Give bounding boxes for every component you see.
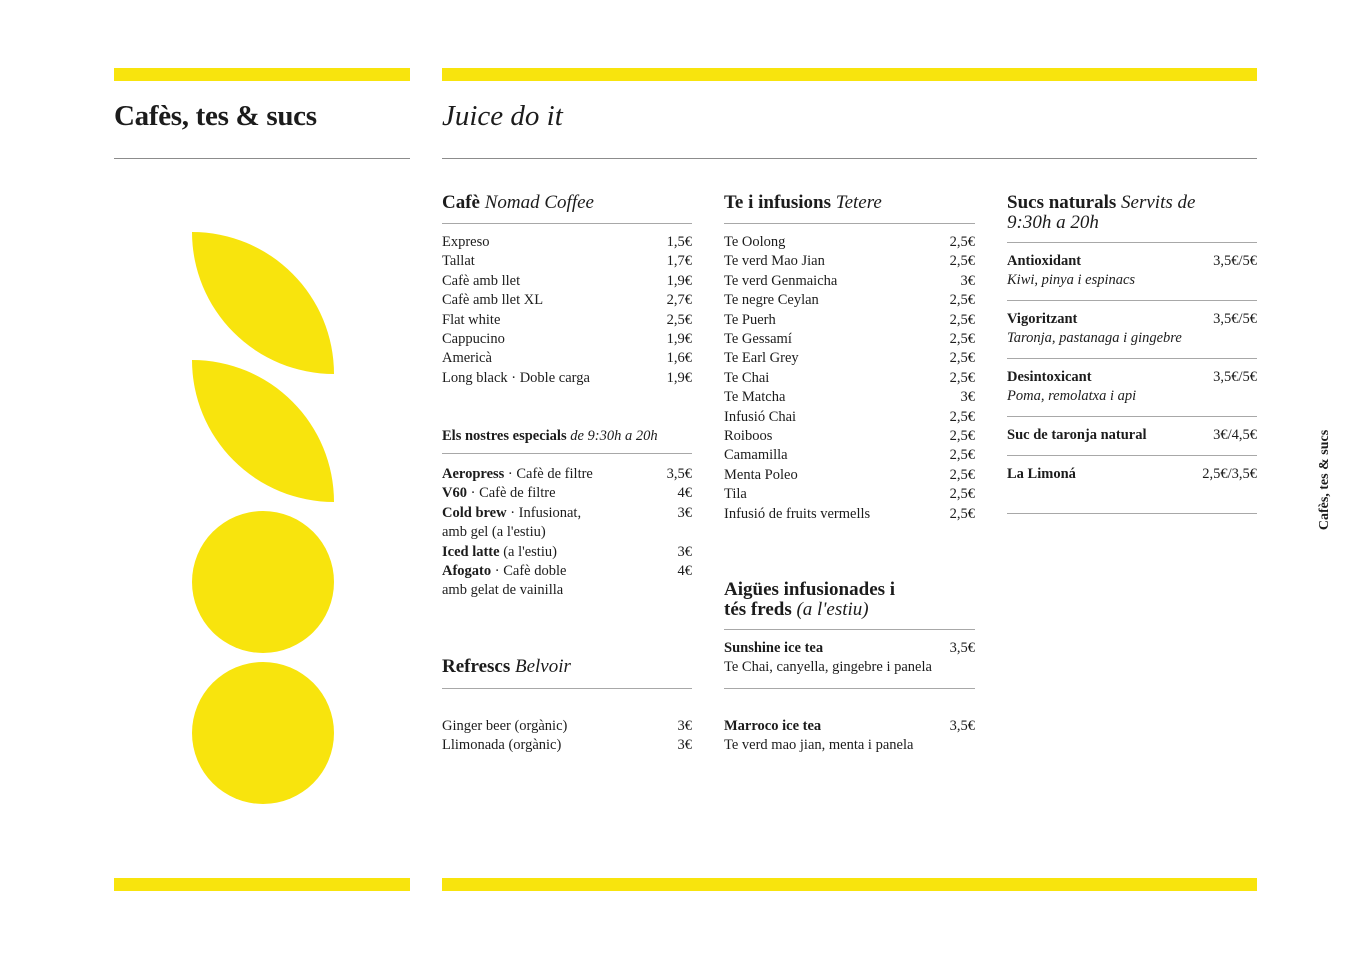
iced-tea-item: Marroco ice tea 3,5€ Te verd mao jian, menta i panela [724,718,975,754]
list-item: Roiboos 2,5€ [724,428,975,445]
cafe-divider [442,223,692,224]
list-item: Te Oolong 2,5€ [724,234,975,250]
cafe-title-italic: Nomad Coffee [484,192,594,213]
juice-divider [1007,416,1257,417]
aigues-section-title [724,580,895,620]
list-item: Ginger beer (orgànic) 3€ [442,718,692,734]
tes-title-bold: Te i infusions [724,192,832,213]
tes-divider [724,223,975,224]
aigues-title-bold-2: tés freds [724,599,792,620]
tes-list [724,233,975,524]
sucs-section-title [1007,193,1195,233]
refrescs-title-italic: Belvoir [514,656,571,677]
list-item: Te Puerh 2,5€ [724,311,975,328]
list-item: Flat white 2,5€ [442,311,692,328]
list-item: Camamilla 2,5€ [724,447,975,464]
refrescs-divider [442,688,692,689]
juice-item: Antioxidant 3,5€/5€ Kiwi, pinya i espinacs [1007,253,1257,289]
list-item: Cafè amb llet 1,9€ [442,272,692,289]
specials-list [442,465,692,601]
list-item: Cold brew · Infusionat, amb gel (a l'estiu) 3€ [442,504,692,541]
menu-slogan: Juice do it [442,100,563,132]
yellow-circle-shape [192,662,334,804]
aigues-divider [724,629,975,630]
refrescs-title-bold: Refrescs [442,656,511,677]
aigues-title-bold-1: Aigües infusionades i [724,579,896,600]
juice-divider [1007,513,1257,514]
sucs-title-italic-2: 9:30h a 20h [1007,212,1099,233]
list-item: Cafè amb llet XL 2,7€ [442,292,692,309]
cafe-section-title [442,193,594,213]
cafe-list [442,233,692,388]
list-item: Expreso 1,5€ [442,234,692,250]
juice-item: Vigoritzant 3,5€/5€ Taronja, pastanaga i gingebre [1007,311,1257,347]
list-item: Menta Poleo 2,5€ [724,466,975,483]
header-left-divider [114,158,410,159]
list-item: Te Gessamí 2,5€ [724,331,975,348]
juice-item: Desintoxicant 3,5€/5€ Poma, remolatxa i api [1007,369,1257,405]
specials-section-title [442,428,658,445]
top-left-yellow-bar [114,68,410,81]
yellow-circle-shape [192,511,334,653]
list-item: Te negre Ceylan 2,5€ [724,292,975,309]
sucs-divider [1007,242,1257,243]
list-item: Tila 2,5€ [724,486,975,503]
page-title: Cafès, tes & sucs [114,100,317,132]
juice-item: La Limoná 2,5€/3,5€ [1007,466,1257,482]
list-item: V60 · Cafè de filtre 4€ [442,485,692,502]
list-item: Aeropress · Cafè de filtre 3,5€ [442,466,692,482]
top-right-yellow-bar [442,68,1257,81]
list-item: Iced latte (a l'estiu) 3€ [442,543,692,560]
list-item: Tallat 1,7€ [442,253,692,270]
specials-divider [442,453,692,454]
yellow-leaf-shape [192,360,334,502]
list-item: Te verd Genmaicha 3€ [724,272,975,289]
list-item: Te Chai 2,5€ [724,369,975,386]
tes-title-italic: Tetere [835,192,882,213]
header-right-divider [442,158,1257,159]
juice-divider [1007,300,1257,301]
list-item: Long black · Doble carga 1,9€ [442,369,692,386]
list-item: Te Matcha 3€ [724,389,975,406]
list-item: Afogato · Cafè doble amb gelat de vainilla 4€ [442,563,692,599]
bottom-left-yellow-bar [114,878,410,891]
list-item: Americà 1,6€ [442,350,692,367]
list-item: Cappucino 1,9€ [442,331,692,348]
list-item: Te Earl Grey 2,5€ [724,350,975,367]
side-section-label: Cafès, tes & sucs [1317,429,1332,531]
list-item: Infusió de fruits vermells 2,5€ [724,505,975,522]
bottom-right-yellow-bar [442,878,1257,891]
refrescs-section-title [442,657,571,677]
juice-divider [1007,455,1257,456]
aigues-title-italic: (a l'estiu) [796,599,869,620]
tes-section-title [724,193,882,213]
yellow-leaf-shape [192,232,334,374]
sucs-title-bold: Sucs naturals [1007,192,1117,213]
specials-title-bold: Els nostres especials [442,428,567,444]
sucs-title-italic-1: Servits de [1121,192,1196,213]
iced-tea-item: Sunshine ice tea 3,5€ Te Chai, canyella, gingebre i panela [724,640,975,676]
aigues-item-divider [724,688,975,689]
specials-title-italic: de 9:30h a 20h [570,428,658,444]
refrescs-list [442,717,692,756]
juice-divider [1007,358,1257,359]
list-item: Llimonada (orgànic) 3€ [442,737,692,754]
list-item: Te verd Mao Jian 2,5€ [724,253,975,270]
cafe-title-bold: Cafè [442,192,480,213]
juice-item: Suc de taronja natural 3€/4,5€ [1007,427,1257,443]
list-item: Infusió Chai 2,5€ [724,408,975,425]
